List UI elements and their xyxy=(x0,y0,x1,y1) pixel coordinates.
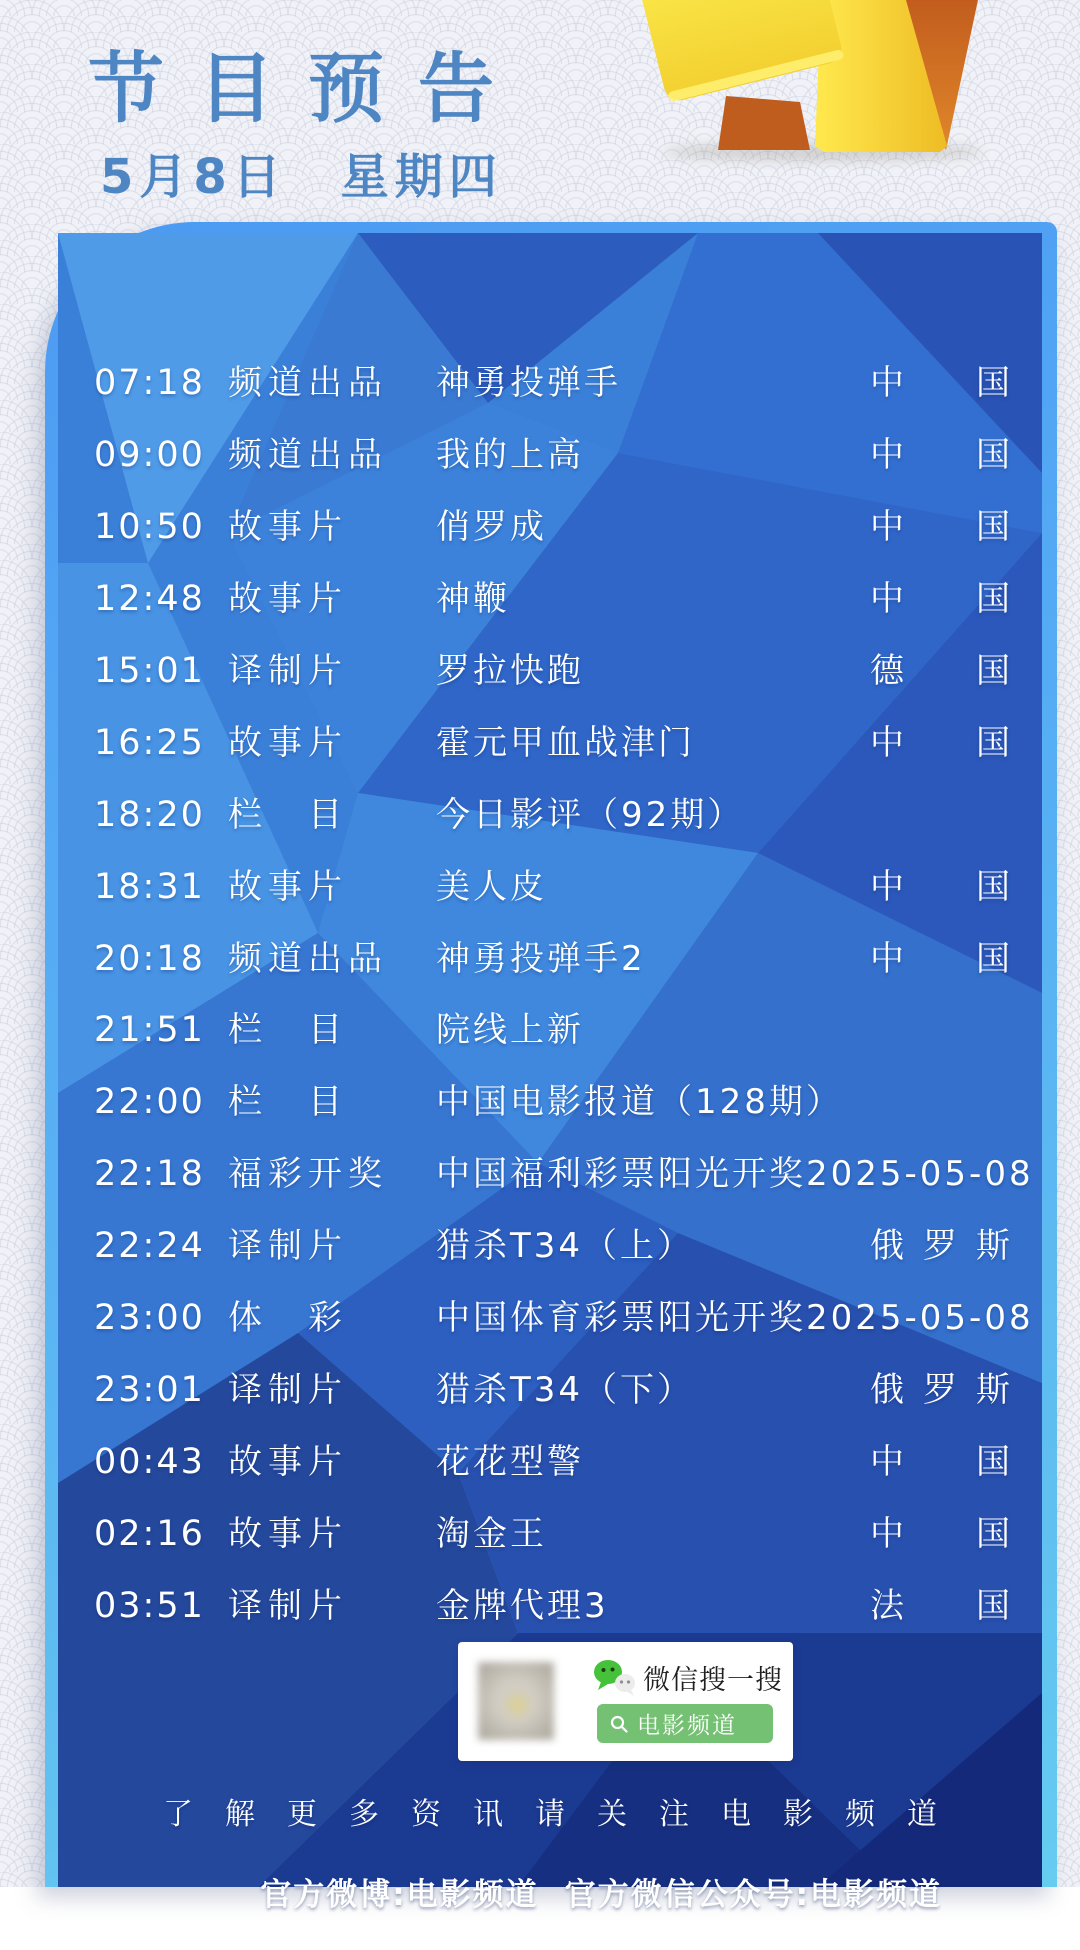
row-category: 频道出品 xyxy=(228,435,388,475)
row-category: 故事片 xyxy=(228,723,348,763)
row-time: 12:48 xyxy=(94,579,205,619)
row-country xyxy=(870,419,1010,491)
country-char: 国 xyxy=(976,363,1010,403)
row-title: 神勇投弹手2 xyxy=(436,939,646,979)
row-time: 20:18 xyxy=(94,939,205,979)
row-title: 罗拉快跑 xyxy=(436,651,584,691)
country-char: 国 xyxy=(976,1586,1010,1626)
wechat-icon xyxy=(593,1659,637,1697)
wechat-search-text: 电影频道 xyxy=(637,1713,737,1739)
row-title: 猎杀T34（下） xyxy=(436,1370,695,1410)
row-time: 07:18 xyxy=(94,363,205,403)
row-time: 22:18 xyxy=(94,1154,205,1194)
program-row xyxy=(58,923,1042,995)
row-time: 03:51 xyxy=(94,1586,205,1626)
country-char: 国 xyxy=(976,507,1010,547)
row-title: 中国体育彩票阳光开奖2025-05-08 xyxy=(436,1298,1034,1338)
program-row xyxy=(58,563,1042,635)
country-char: 国 xyxy=(976,867,1010,907)
row-title: 美人皮 xyxy=(436,867,547,907)
row-time: 22:24 xyxy=(94,1226,205,1266)
country-char: 罗 xyxy=(923,1370,957,1410)
program-row xyxy=(58,994,1042,1066)
row-title: 花花型警 xyxy=(436,1442,584,1482)
row-category: 故事片 xyxy=(228,579,348,619)
row-country xyxy=(870,1570,1010,1642)
country-char: 国 xyxy=(976,651,1010,691)
row-title: 淘金王 xyxy=(436,1514,547,1554)
program-row xyxy=(58,1498,1042,1570)
row-title: 金牌代理3 xyxy=(436,1586,609,1626)
schedule-list xyxy=(58,233,1042,1887)
footer-accounts xyxy=(58,1833,1042,1950)
program-row xyxy=(58,1354,1042,1426)
row-time: 16:25 xyxy=(94,723,205,763)
row-country xyxy=(870,563,1010,635)
program-row xyxy=(58,635,1042,707)
program-row xyxy=(58,1210,1042,1282)
row-category: 故事片 xyxy=(228,1442,348,1482)
row-category: 译制片 xyxy=(228,1370,348,1410)
footer-weibo: 官方微博:电影频道 xyxy=(260,1877,539,1913)
program-panel xyxy=(45,222,1057,1913)
row-category: 福彩开奖 xyxy=(228,1154,388,1194)
row-category: 译制片 xyxy=(228,1226,348,1266)
row-title: 神鞭 xyxy=(436,579,510,619)
row-country xyxy=(870,923,1010,995)
row-title: 霍元甲血战津门 xyxy=(436,723,695,763)
row-country xyxy=(870,347,1010,419)
program-row xyxy=(58,491,1042,563)
row-time: 22:00 xyxy=(94,1082,205,1122)
row-country xyxy=(870,635,1010,707)
wechat-search-brand: 微信搜一搜 xyxy=(643,1665,783,1696)
country-char: 中 xyxy=(870,1442,904,1482)
row-time: 09:00 xyxy=(94,435,205,475)
country-char: 中 xyxy=(870,579,904,619)
row-country xyxy=(870,1354,1010,1426)
row-title: 我的上高 xyxy=(436,435,584,475)
row-title: 神勇投弹手 xyxy=(436,363,621,403)
row-title: 院线上新 xyxy=(436,1010,584,1050)
row-category: 译制片 xyxy=(228,651,348,691)
country-char: 中 xyxy=(870,1514,904,1554)
search-icon xyxy=(609,1714,629,1734)
program-row xyxy=(58,1066,1042,1138)
country-char: 俄 xyxy=(870,1370,904,1410)
row-country xyxy=(870,1210,1010,1282)
row-time: 23:00 xyxy=(94,1298,205,1338)
row-title: 俏罗成 xyxy=(436,507,547,547)
row-category: 故事片 xyxy=(228,867,348,907)
row-category: 译制片 xyxy=(228,1586,348,1626)
country-char: 罗 xyxy=(923,1226,957,1266)
program-row xyxy=(58,419,1042,491)
row-category: 栏 目 xyxy=(228,1082,348,1122)
row-title: 中国电影报道（128期） xyxy=(436,1082,843,1122)
country-char: 中 xyxy=(870,507,904,547)
row-category: 故事片 xyxy=(228,1514,348,1554)
row-title: 中国福利彩票阳光开奖2025-05-08 xyxy=(436,1154,1034,1194)
row-title: 今日影评（92期） xyxy=(436,795,745,835)
country-char: 国 xyxy=(976,1514,1010,1554)
country-char: 德 xyxy=(870,651,904,691)
row-time: 21:51 xyxy=(94,1010,205,1050)
row-country xyxy=(870,1498,1010,1570)
country-char: 俄 xyxy=(870,1226,904,1266)
program-row xyxy=(58,1426,1042,1498)
program-row xyxy=(58,1138,1042,1210)
row-country xyxy=(870,1426,1010,1498)
footer-note: 了解更多资讯请关注电影频道 xyxy=(163,1797,969,1832)
country-char: 国 xyxy=(976,723,1010,763)
program-row xyxy=(58,347,1042,419)
country-char: 国 xyxy=(976,1442,1010,1482)
program-row xyxy=(58,851,1042,923)
row-category: 频道出品 xyxy=(228,363,388,403)
country-char: 中 xyxy=(870,867,904,907)
row-country xyxy=(870,851,1010,923)
country-char: 斯 xyxy=(976,1226,1010,1266)
country-char: 中 xyxy=(870,363,904,403)
country-char: 中 xyxy=(870,723,904,763)
wechat-search-button[interactable] xyxy=(597,1704,773,1743)
row-time: 18:20 xyxy=(94,795,205,835)
country-char: 国 xyxy=(976,579,1010,619)
movie-channel-v-logo xyxy=(648,0,984,163)
program-panel-inner xyxy=(58,233,1042,1913)
row-time: 00:43 xyxy=(94,1442,205,1482)
row-time: 18:31 xyxy=(94,867,205,907)
row-title: 猎杀T34（上） xyxy=(436,1226,695,1266)
row-time: 15:01 xyxy=(94,651,205,691)
country-char: 国 xyxy=(976,939,1010,979)
row-category: 体 彩 xyxy=(228,1298,348,1338)
row-category: 故事片 xyxy=(228,507,348,547)
row-category: 频道出品 xyxy=(228,939,388,979)
country-char: 斯 xyxy=(976,1370,1010,1410)
row-country xyxy=(870,707,1010,779)
program-row xyxy=(58,779,1042,851)
program-row xyxy=(58,1570,1042,1642)
row-category: 栏 目 xyxy=(228,1010,348,1050)
wechat-widget xyxy=(458,1642,793,1761)
page-date: 5月8日 星期四 xyxy=(100,149,503,205)
program-row xyxy=(58,1282,1042,1354)
country-char: 中 xyxy=(870,939,904,979)
country-char: 法 xyxy=(870,1586,904,1626)
row-time: 10:50 xyxy=(94,507,205,547)
row-time: 02:16 xyxy=(94,1514,205,1554)
row-time: 23:01 xyxy=(94,1370,205,1410)
qr-code xyxy=(478,1662,554,1740)
country-char: 国 xyxy=(976,435,1010,475)
country-char: 中 xyxy=(870,435,904,475)
page-title: 节目预告 xyxy=(88,44,528,133)
row-category: 栏 目 xyxy=(228,795,348,835)
footer-wechat-account: 官方微信公众号:电影频道 xyxy=(564,1877,943,1913)
program-row xyxy=(58,707,1042,779)
row-country xyxy=(870,491,1010,563)
